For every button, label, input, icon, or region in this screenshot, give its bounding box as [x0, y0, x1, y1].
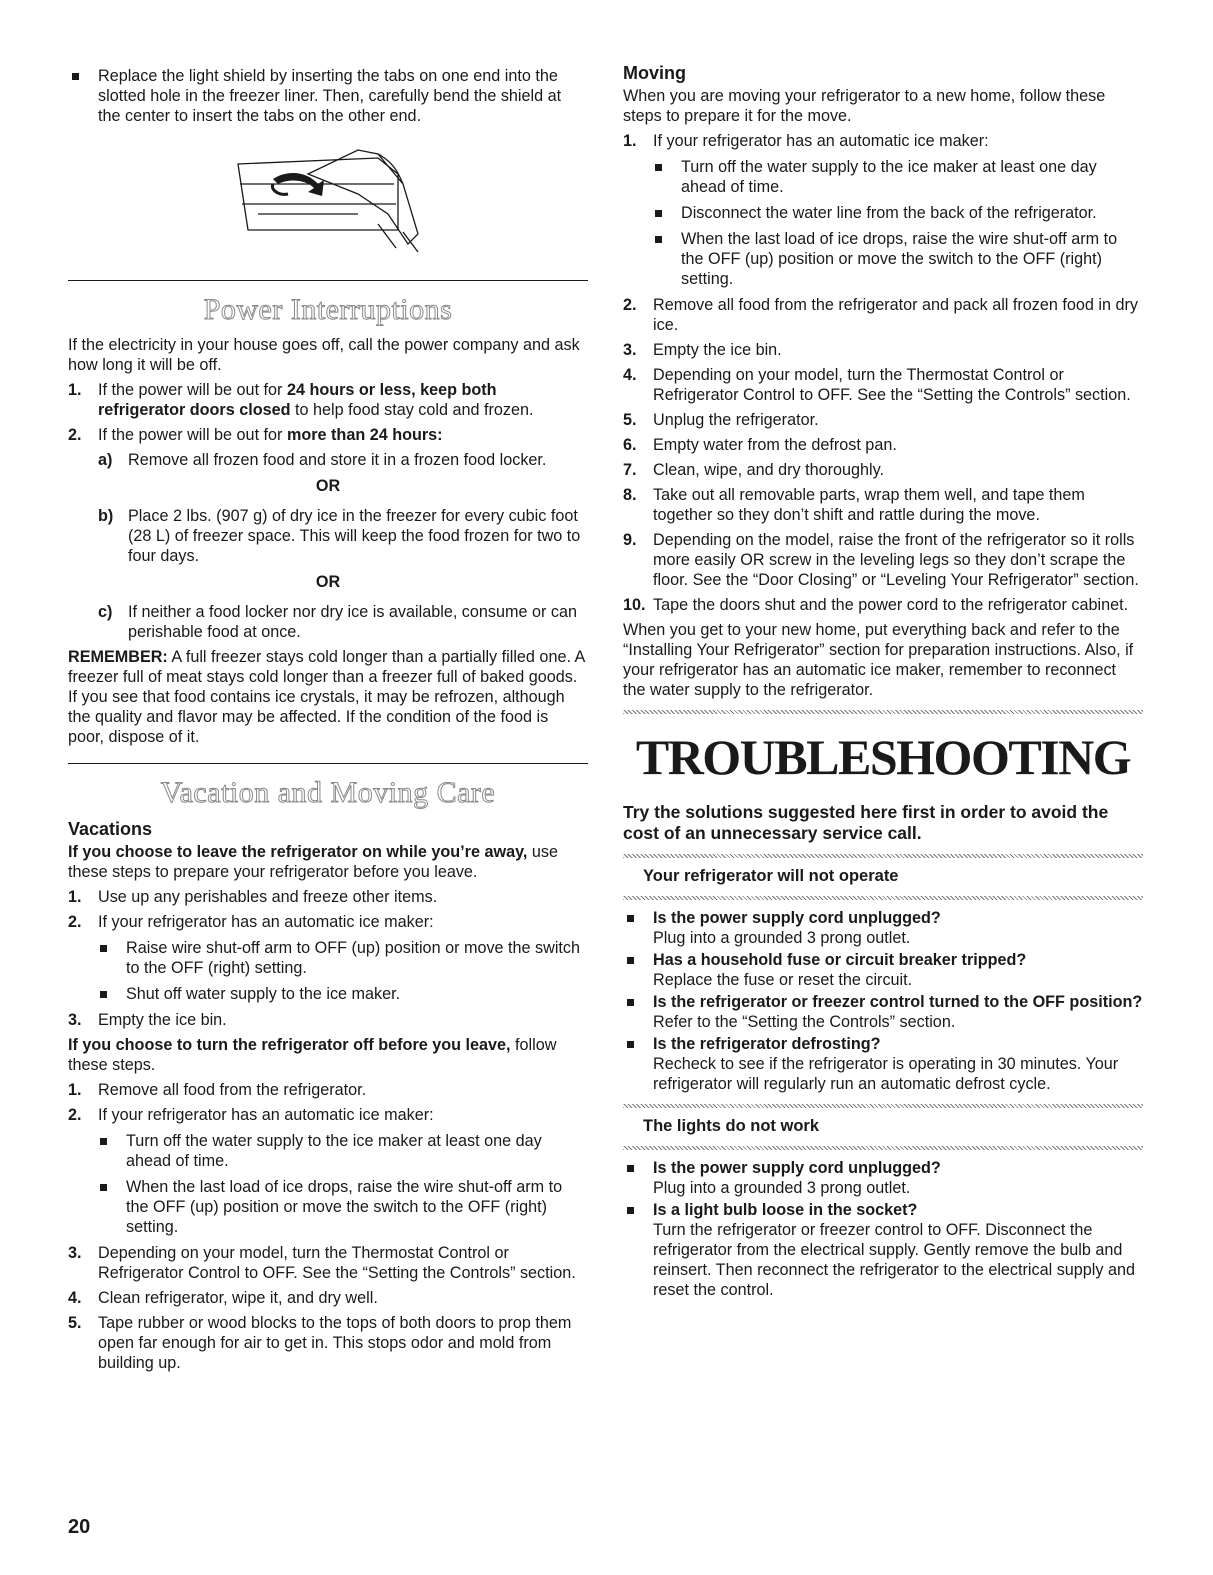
move-7: 7. Clean, wipe, and dry thoroughly. — [623, 461, 884, 479]
hatched-divider — [623, 1104, 1143, 1108]
moving-heading: Moving — [623, 63, 686, 83]
vac-on-2-bullet-2: Shut off water supply to the ice maker. — [96, 984, 588, 1004]
power-interruptions-title: Power Interruptions — [203, 293, 453, 326]
vac-on-2-bullet-1: Raise wire shut-off arm to OFF (up) position or move the switch to the OFF (right) setting. — [96, 938, 588, 978]
right-column — [623, 60, 1143, 1302]
move-9: 9. Depending on the model, raise the front of the refrigerator so it rolls more easily OR screw in the leveling legs so they don’t scrape the floor. See the “Door Closing” or “Leveling Your Refrigerator” section. — [623, 531, 1139, 589]
troubleshooting-title: TROUBLESHOOTING — [635, 729, 1131, 785]
trouble-item: Is the power supply cord unplugged? Plug into a grounded 3 prong outlet. — [623, 908, 1143, 948]
trouble-item: Is a light bulb loose in the socket? Turn the refrigerator or freezer control to OFF. Disconnect the refrigerator from the electrical supply. Gently remove the bulb and reinsert. Then reconnect the refrigerator to the electrical supply and reset the control. — [623, 1200, 1143, 1300]
vac-on-3: 3. Empty the ice bin. — [68, 1011, 227, 1029]
troubleshooting-intro: Try the solutions suggested here first in order to avoid the cost of an unnecessary service call. — [623, 802, 1109, 843]
power-sub-a: a) Remove all frozen food and store it in a frozen food locker. — [98, 451, 547, 469]
move-2: 2. Remove all food from the refrigerator and pack all frozen food in dry ice. — [623, 296, 1138, 334]
vac-off-5: 5. Tape rubber or wood blocks to the tops of both doors to prop them open far enough for air to get in. This stops odor and mold from building up. — [68, 1314, 572, 1372]
remember-note: REMEMBER: A full freezer stays cold longer than a partially filled one. A freezer full of meat stays cold longer than a freezer full of baked goods. If you see that food contains ice crystals, it may be refrozen, although the quality and flavor may be affected. If the condition of the food is poor, dispose of it. — [68, 648, 585, 746]
light-shield-illustration — [228, 144, 428, 254]
divider — [68, 280, 588, 281]
move-1-bullet-3: When the last load of ice drops, raise the wire shut-off arm to the OFF (up) position or move the switch to the OFF (right) setting. — [651, 229, 1143, 289]
power-intro: If the electricity in your house goes off, call the power company and ask how long it will be off. — [68, 336, 580, 374]
vac-off-2: 2. If your refrigerator has an automatic ice maker: — [68, 1106, 434, 1124]
vac-on-1: 1. Use up any perishables and freeze other items. — [68, 888, 438, 906]
vac-off-4: 4. Clean refrigerator, wipe it, and dry well. — [68, 1289, 378, 1307]
turn-off-intro: If you choose to turn the refrigerator off before you leave, follow these steps. — [68, 1036, 557, 1074]
vac-off-2-bullet-2: When the last load of ice drops, raise the wire shut-off arm to the OFF (up) position or move the switch to the OFF (right) setting. — [96, 1177, 588, 1237]
block-not-operate-title: Your refrigerator will not operate — [643, 867, 899, 885]
vac-off-2-bullet-1: Turn off the water supply to the ice maker at least one day ahead of time. — [96, 1131, 588, 1171]
move-10: 10. Tape the doors shut and the power cord to the refrigerator cabinet. — [623, 596, 1129, 614]
hatched-divider — [623, 1146, 1143, 1150]
left-column — [68, 60, 588, 1378]
move-1-bullet-1: Turn off the water supply to the ice maker at least one day ahead of time. — [651, 157, 1143, 197]
divider — [68, 763, 588, 764]
moving-outro: When you get to your new home, put everything back and refer to the “Installing Your Refrigerator” section for preparation instructions. Also, if your refrigerator has an automatic ice maker, remember to reconnect the water supply to the refrigerator. — [623, 621, 1134, 699]
light-shield-bullet: Replace the light shield by inserting the tabs on one end into the slotted hole in the freezer liner. Then, carefully bend the shield at the center to insert the tabs on the other end. — [68, 66, 588, 126]
hatched-divider — [623, 896, 1143, 900]
trouble-item: Has a household fuse or circuit breaker tripped? Replace the fuse or reset the circuit. — [623, 950, 1143, 990]
or-label: OR — [315, 477, 341, 495]
vac-off-1: 1. Remove all food from the refrigerator. — [68, 1081, 367, 1099]
move-6: 6. Empty water from the defrost pan. — [623, 436, 897, 454]
vacations-heading: Vacations — [68, 819, 153, 839]
hatched-divider — [623, 710, 1143, 714]
trouble-item: Is the refrigerator or freezer control turned to the OFF position? Refer to the “Setting the Controls” section. — [623, 992, 1143, 1032]
hatched-divider — [623, 854, 1143, 858]
vac-off-3: 3. Depending on your model, turn the Thermostat Control or Refrigerator Control to OFF. See the “Setting the Controls” section. — [68, 1244, 576, 1282]
vac-on-2: 2. If your refrigerator has an automatic ice maker: — [68, 913, 434, 931]
move-5: 5. Unplug the refrigerator. — [623, 411, 819, 429]
power-sub-c: c) If neither a food locker nor dry ice is available, consume or can perishable food at once. — [98, 603, 577, 641]
power-item-1: 1. If the power will be out for 24 hours or less, keep both refrigerator doors closed to help food stay cold and frozen. — [68, 381, 534, 419]
trouble-item: Is the power supply cord unplugged? Plug into a grounded 3 prong outlet. — [623, 1158, 1143, 1198]
or-label: OR — [315, 573, 341, 591]
move-8: 8. Take out all removable parts, wrap them well, and tape them together so they don’t shift and rattle during the move. — [623, 486, 1085, 524]
power-sub-b: b) Place 2 lbs. (907 g) of dry ice in the freezer for every cubic foot (28 L) of freezer space. This will keep the food frozen for two to four days. — [98, 507, 581, 565]
move-1: 1. If your refrigerator has an automatic ice maker: — [623, 132, 989, 150]
trouble-item: Is the refrigerator defrosting? Recheck to see if the refrigerator is operating in 30 minutes. Your refrigerator will regularly run an automatic defrost cycle. — [623, 1034, 1143, 1094]
block-lights-title: The lights do not work — [643, 1117, 819, 1135]
move-4: 4. Depending on your model, turn the Thermostat Control or Refrigerator Control to OFF. See the “Setting the Controls” section. — [623, 366, 1131, 404]
vacation-moving-title: Vacation and Moving Care — [160, 776, 496, 809]
leave-on-intro: If you choose to leave the refrigerator on while you’re away, use these steps to prepare your refrigerator before you leave. — [68, 843, 558, 881]
move-3: 3. Empty the ice bin. — [623, 341, 782, 359]
move-1-bullet-2: Disconnect the water line from the back of the refrigerator. — [651, 203, 1143, 223]
power-item-2: 2. If the power will be out for more than 24 hours: — [68, 426, 443, 444]
moving-intro: When you are moving your refrigerator to a new home, follow these steps to prepare it for the move. — [623, 87, 1106, 125]
page-number: 20 — [68, 1516, 91, 1538]
